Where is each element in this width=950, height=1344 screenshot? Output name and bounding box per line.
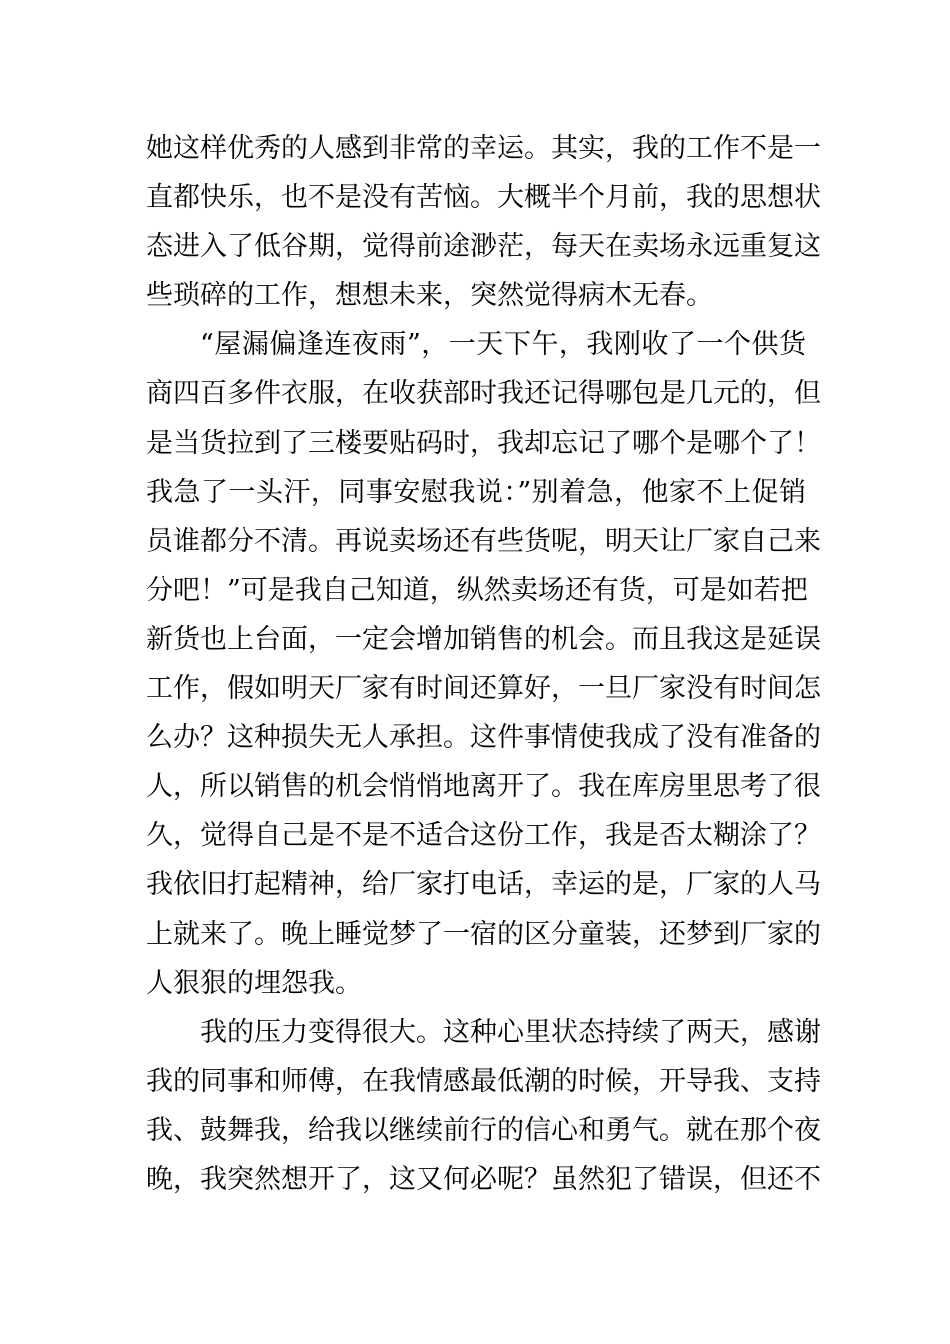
paragraph bbox=[146, 1008, 821, 1204]
text-line: 她这样优秀的人感到非常的幸运。其实，我的工作不是一 bbox=[146, 133, 821, 164]
paragraph bbox=[146, 124, 821, 320]
text-line: 些琐碎的工作，想想未来，突然觉得病木无春。 bbox=[146, 280, 713, 312]
text-line: 我的同事和师傅，在我情感最低潮的时候，开导我、支持 bbox=[146, 1065, 821, 1097]
text-line: 晚，我突然想开了，这又何必呢？虽然犯了错误，但还不 bbox=[146, 1163, 821, 1195]
text-line: 久，觉得自己是不是不适合这份工作，我是否太糊涂了？ bbox=[146, 820, 821, 852]
text-line: 上就来了。晚上睡觉梦了一宿的区分童装，还梦到厂家的 bbox=[146, 918, 821, 950]
text-line: 人，所以销售的机会悄悄地离开了。我在库房里思考了很 bbox=[146, 771, 821, 803]
paragraph bbox=[146, 320, 821, 1007]
text-line: 直都快乐，也不是没有苦恼。大概半个月前，我的思想状 bbox=[146, 182, 821, 214]
text-line: 工作，假如明天厂家有时间还算好，一旦厂家没有时间怎 bbox=[146, 673, 821, 705]
text-line: 态进入了低谷期，觉得前途渺茫，每天在卖场永远重复这 bbox=[146, 231, 821, 263]
text-line: 我、鼓舞我，给我以继续前行的信心和勇气。就在那个夜 bbox=[146, 1114, 821, 1146]
text-line: 我的压力变得很大。这种心里状态持续了两天，感谢 bbox=[200, 1016, 821, 1048]
text-line: 我依旧打起精神，给厂家打电话，幸运的是，厂家的人马 bbox=[146, 869, 821, 901]
text-line: 新货也上台面，一定会增加销售的机会。而且我这是延误 bbox=[146, 623, 821, 655]
text-line: 员谁都分不清。再说卖场还有些货呢，明天让厂家自己来 bbox=[146, 525, 821, 557]
text-line: 商四百多件衣服，在收获部时我还记得哪包是几元的，但 bbox=[146, 378, 821, 410]
text-line: 分吧！”可是我自己知道，纵然卖场还有货，可是如若把 bbox=[146, 574, 808, 606]
text-line: 我急了一头汗，同事安慰我说：”别着急，他家不上促销 bbox=[146, 476, 806, 508]
text-line: 么办？这种损失无人承担。这件事情使我成了没有准备的 bbox=[146, 722, 821, 754]
body-text bbox=[146, 124, 821, 1204]
text-line: “屋漏偏逢连夜雨”，一天下午，我刚收了一个供货 bbox=[200, 329, 806, 361]
text-line: 是当货拉到了三楼要贴码时，我却忘记了哪个是哪个了！ bbox=[146, 427, 821, 459]
text-line: 人狠狠的埋怨我。 bbox=[146, 967, 362, 999]
